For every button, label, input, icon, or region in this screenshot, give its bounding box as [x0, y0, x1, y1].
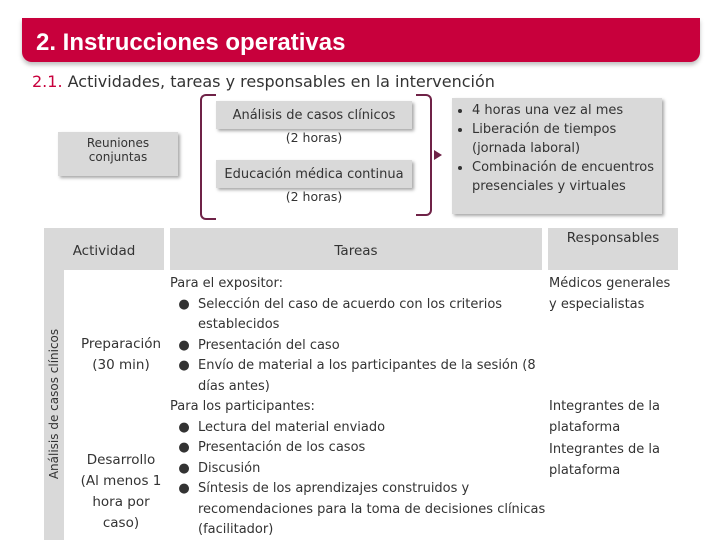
task-item: ● Selección del caso de acuerdo con los criterios establecidos	[170, 295, 550, 336]
task-item: ● Discusión	[170, 459, 550, 480]
activity-prep-line: Preparación	[80, 336, 162, 352]
header-responsible-text: Responsables	[566, 230, 660, 246]
activity-dev-line: caso)	[102, 515, 140, 531]
info-bullet: • Combinación de encuentros presenciales y virtuales	[472, 158, 656, 196]
bullet-icon: ●	[178, 481, 190, 496]
activity-dev-line: Desarrollo	[86, 452, 156, 468]
responsible-3: Integrantes de la plataforma	[549, 442, 660, 478]
info-box	[452, 98, 662, 214]
bullet-icon: ●	[178, 460, 190, 476]
left-bracket	[200, 94, 216, 220]
vertical-label-text: Análisis de casos clínicos	[47, 328, 61, 480]
header-activity: Actividad	[44, 228, 164, 270]
info-bullet: • 4 horas una vez al mes	[472, 101, 656, 120]
task-item: ● Presentación del caso	[170, 336, 550, 357]
task-item: ● Síntesis de los aprendizajes construidos y recomendaciones para la toma de decisiones clínicas (facilitador)	[170, 479, 550, 541]
responsible-1: Médicos generales y especialistas	[549, 276, 671, 312]
info-bullet: • Liberación de tiempos (jornada laboral)	[472, 120, 656, 158]
bullet-icon: ●	[178, 296, 190, 312]
right-bracket	[416, 94, 432, 216]
case-analysis-box	[216, 101, 412, 129]
page-title: 2. Instrucciones operativas	[36, 29, 346, 56]
bullet-icon: ●	[178, 337, 190, 353]
task-item: ● Lectura del material enviado	[170, 418, 550, 439]
task-item: ● Presentación de los casos	[170, 438, 550, 459]
tasks-expositor-heading: Para el expositor:	[170, 276, 284, 291]
case-analysis-hours: (2 horas)	[285, 130, 343, 145]
section-subtitle	[32, 72, 495, 91]
activity-development	[74, 450, 168, 534]
vertical-section-label	[44, 268, 64, 540]
responsible-2: Integrantes de la plataforma	[549, 399, 660, 435]
subtitle-number: 2.1.	[32, 72, 63, 91]
header-tasks: Tareas	[170, 228, 542, 270]
medical-education-box	[216, 160, 412, 188]
tasks-list	[170, 274, 550, 541]
medical-education-label: Educación médica continua	[224, 167, 404, 182]
bullet-icon: ●	[178, 358, 190, 373]
meetings-box	[58, 132, 178, 176]
activity-prep-duration: (30 min)	[92, 357, 150, 373]
subtitle-text: Actividades, tareas y responsables en la intervención	[67, 72, 495, 91]
meetings-line-2: conjuntas	[88, 150, 148, 164]
medical-education-hours: (2 horas)	[285, 189, 343, 204]
activity-dev-line: hora por	[92, 494, 150, 510]
bullet-icon: ●	[178, 419, 190, 435]
arrow-right-icon	[434, 150, 442, 160]
activity-preparation	[74, 334, 168, 376]
activity-dev-line: (Al menos 1	[80, 473, 162, 489]
task-item: ● Envío de material a los participantes de la sesión (8 días antes)	[170, 356, 550, 397]
meetings-line-1: Reuniones	[86, 136, 150, 150]
bullet-icon: ●	[178, 440, 190, 455]
case-analysis-label: Análisis de casos clínicos	[232, 108, 396, 123]
tasks-participants-heading: Para los participantes:	[170, 399, 315, 414]
header-responsible	[548, 228, 678, 270]
